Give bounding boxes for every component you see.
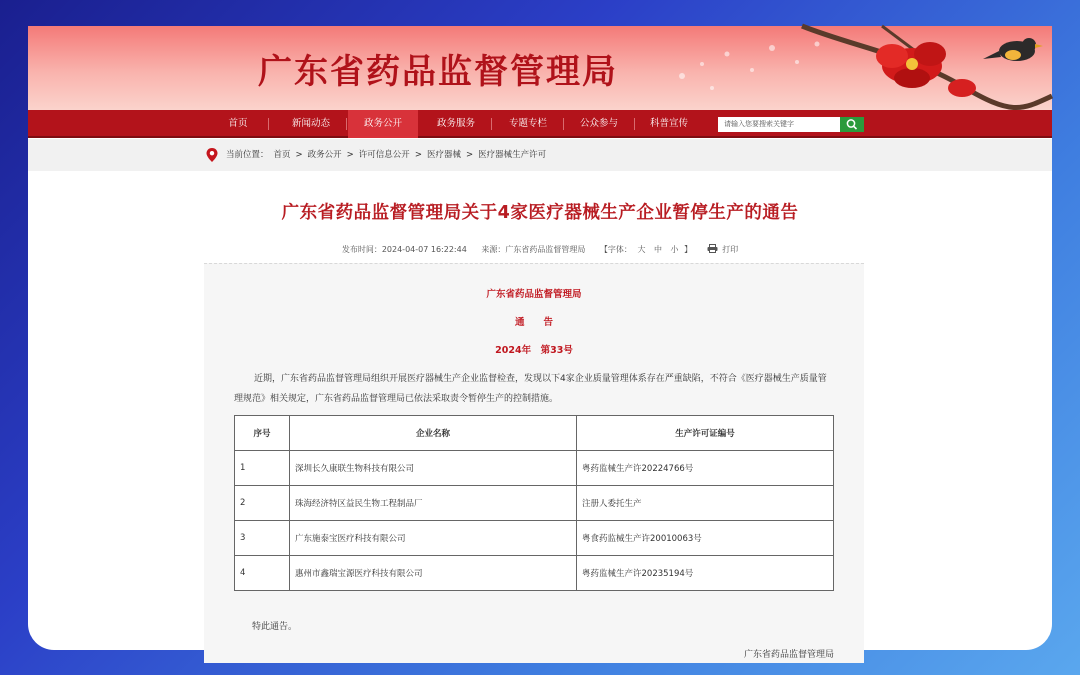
- cell-index: 3: [235, 521, 290, 556]
- nav-news[interactable]: 新闻动态: [291, 118, 330, 129]
- nav-gov-affairs[interactable]: 政务公开: [348, 110, 418, 138]
- enterprise-table: [234, 415, 834, 591]
- printer-icon: [707, 244, 718, 253]
- cell-license: 粤药监械生产许20224766号: [577, 451, 834, 486]
- nav-divider: [346, 118, 347, 130]
- site-title: 广东省药品监督管理局: [258, 52, 618, 92]
- font-size-label: 【字体：: [599, 245, 632, 254]
- column-header-index: 序号: [235, 416, 290, 451]
- breadcrumb-license-info[interactable]: 许可信息公开: [358, 150, 410, 160]
- breadcrumb-separator: >: [346, 150, 354, 160]
- breadcrumb-bar: [28, 139, 1052, 171]
- cell-license: 注册人委托生产: [577, 486, 834, 521]
- publish-time: 发布时间：2024-04-07 16:22:44: [341, 245, 467, 254]
- location-pin-icon: [206, 148, 218, 162]
- cell-company: 惠州市鑫瑞宝源医疗科技有限公司: [290, 556, 577, 591]
- closing-text: 特此通告。: [252, 622, 298, 632]
- font-size-control: [600, 245, 695, 254]
- column-header-license: 生产许可证编号: [577, 416, 834, 451]
- search-button[interactable]: [840, 117, 864, 132]
- breadcrumb-medical-devices[interactable]: 医疗器械: [426, 150, 461, 160]
- nav-divider: [268, 118, 269, 130]
- notice-issuer: 广东省药品监督管理局: [486, 289, 582, 300]
- red-flower: [876, 42, 946, 88]
- nav-public-participation[interactable]: 公众参与: [579, 118, 618, 129]
- cell-license: 粤食药监械生产许20010063号: [577, 521, 834, 556]
- cell-index: 2: [235, 486, 290, 521]
- search-input[interactable]: 请输入您要搜索关键字: [718, 117, 840, 132]
- font-large-button[interactable]: 大: [637, 245, 646, 254]
- signature: 广东省药品监督管理局: [743, 650, 834, 660]
- cell-index: 1: [235, 451, 290, 486]
- nav-home[interactable]: 首页: [228, 118, 248, 129]
- browser-page: [28, 26, 1052, 660]
- search-icon: [840, 117, 864, 132]
- article-source: 来源：广东省药品监督管理局: [481, 245, 586, 254]
- font-small-button[interactable]: 小: [670, 245, 679, 254]
- notice-paragraph: 近期，广东省药品监督管理局组织开展医疗器械生产企业监督检查，发现以下4家企业质量管理体系存在严重缺陷，不符合《医疗器械生产质量管理规范》相关规定，广东省药品监督管理局已依法采取责令暂停生产的控制措施。: [234, 374, 827, 404]
- table-row: [235, 486, 834, 521]
- nav-divider: [491, 118, 492, 130]
- table-row: [235, 556, 834, 591]
- breadcrumb-separator: >: [414, 150, 422, 160]
- table-header-row: [235, 416, 834, 451]
- notice-heading: 通 告: [514, 317, 553, 328]
- article-title: 广东省药品监督管理局关于4家医疗器械生产企业暂停生产的通告: [281, 203, 799, 223]
- print-button[interactable]: [707, 245, 739, 254]
- main-nav: [28, 110, 1052, 138]
- breadcrumb-prefix: 当前位置：: [226, 150, 269, 160]
- table-row: [235, 521, 834, 556]
- nav-divider: [563, 118, 564, 130]
- cell-company: 广东施泰宝医疗科技有限公司: [290, 521, 577, 556]
- column-header-company: 企业名称: [290, 416, 577, 451]
- font-size-close: 】: [684, 245, 693, 254]
- article-meta: [28, 244, 1052, 255]
- cell-index: 4: [235, 556, 290, 591]
- breadcrumb-home[interactable]: 首页: [273, 150, 291, 160]
- bird-decoration: [983, 38, 1043, 61]
- cell-license: 粤药监械生产许20235194号: [577, 556, 834, 591]
- print-label: 打印: [722, 245, 739, 254]
- cell-company: 深圳长久康联生物科技有限公司: [290, 451, 577, 486]
- breadcrumb-production-license[interactable]: 医疗器械生产许可: [478, 150, 547, 160]
- nav-topics[interactable]: 专题专栏: [508, 118, 547, 129]
- breadcrumb-gov-affairs[interactable]: 政务公开: [307, 150, 342, 160]
- cell-company: 珠海经济特区益民生物工程制品厂: [290, 486, 577, 521]
- table-row: [235, 451, 834, 486]
- font-medium-button[interactable]: 中: [653, 245, 662, 254]
- nav-science[interactable]: 科普宣传: [649, 118, 688, 129]
- notice-number: 2024年 第33号: [495, 345, 573, 356]
- breadcrumb: [206, 139, 551, 171]
- flower-decoration: [622, 26, 1052, 110]
- breadcrumb-separator: >: [295, 150, 303, 160]
- nav-gov-services[interactable]: 政务服务: [436, 118, 475, 129]
- article-content: [204, 263, 864, 663]
- breadcrumb-separator: >: [465, 150, 474, 160]
- nav-divider: [634, 118, 635, 130]
- site-banner: [28, 26, 1052, 110]
